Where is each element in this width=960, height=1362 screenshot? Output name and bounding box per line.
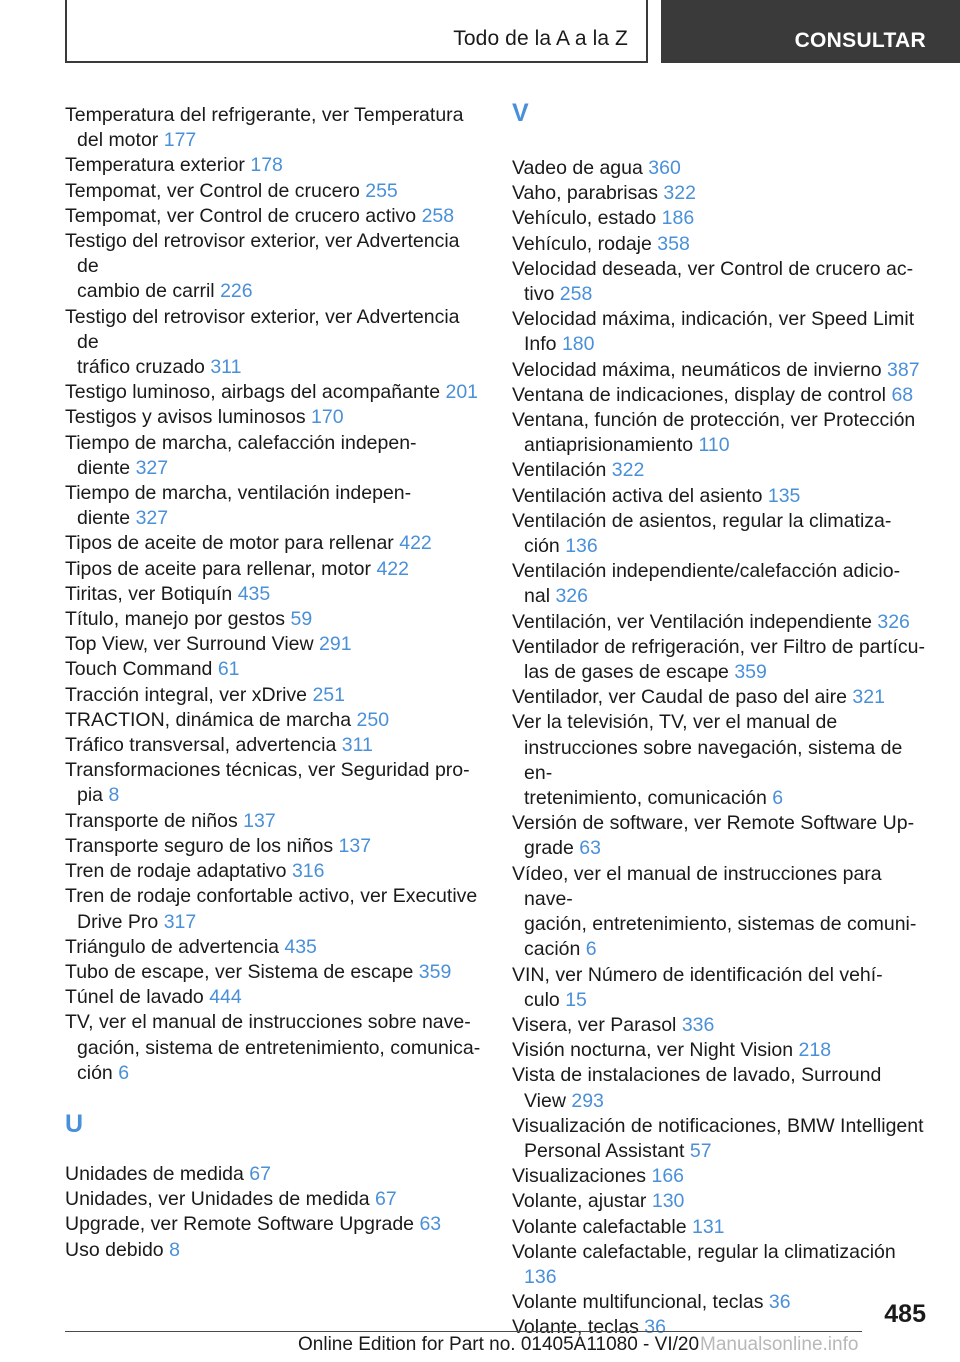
index-entry-text: Touch Command <box>65 658 213 681</box>
index-entry <box>65 884 485 934</box>
index-entry-text: Ventilador, ver Caudal de paso del aire <box>512 686 847 709</box>
index-page-link[interactable]: 63 <box>579 837 601 860</box>
index-page-link[interactable]: 291 <box>319 633 352 656</box>
index-entry <box>65 380 485 405</box>
index-entry-text: Vaho, parabrisas <box>512 182 658 205</box>
index-page-link[interactable]: 130 <box>651 1190 685 1213</box>
index-page-link[interactable]: 136 <box>524 1265 557 1288</box>
index-entry-text: Testigos y avisos luminosos <box>65 406 306 429</box>
index-entry <box>65 557 485 582</box>
index-entry <box>512 635 932 685</box>
index-entry-text: Temperatura del refrigerante, ver Temperatura del motor <box>65 104 464 152</box>
index-entry-text: Volante calefactable <box>512 1215 687 1238</box>
index-entry <box>512 257 932 307</box>
index-page-link[interactable]: 322 <box>611 459 645 482</box>
index-letter-u: U <box>65 1109 84 1138</box>
index-entry <box>65 229 485 305</box>
index-entry-text: Upgrade, ver Remote Software Upgrade <box>65 1213 415 1236</box>
index-page-link[interactable]: 131 <box>691 1215 725 1238</box>
index-entry-text: Testigo del retrovisor exterior, ver Advertencia de tráfico cruzado <box>65 305 460 379</box>
index-page-link[interactable]: 170 <box>311 406 344 429</box>
index-entry-text: Ventilador de refrigeración, ver Filtro de partícu- las de gases de escape <box>512 635 925 684</box>
index-page-link[interactable]: 255 <box>365 179 398 202</box>
index-group-u <box>65 1162 485 1263</box>
index-entry <box>65 481 485 531</box>
index-entry <box>65 305 485 381</box>
index-entry-text: Testigo del retrovisor exterior, ver Advertencia de cambio de carril <box>65 230 460 303</box>
index-entry-text: Transformaciones técnicas, ver Seguridad pro- pia <box>65 759 470 807</box>
index-page-link[interactable]: 336 <box>681 1013 715 1036</box>
index-page-link[interactable]: 327 <box>135 456 169 479</box>
index-page-link[interactable]: 311 <box>341 734 373 757</box>
index-page-link[interactable]: 61 <box>217 658 240 681</box>
index-column-left <box>65 103 485 1263</box>
index-page-link[interactable]: 218 <box>798 1039 832 1062</box>
index-page-link[interactable]: 251 <box>312 683 345 706</box>
header-section-box <box>65 0 648 63</box>
index-entry-text: Ventilación <box>512 459 607 482</box>
index-entry <box>65 405 485 430</box>
index-page-link[interactable]: 387 <box>887 358 920 381</box>
index-page-link[interactable]: 258 <box>559 283 593 306</box>
index-entry-text: Túnel de lavado <box>65 986 204 1009</box>
index-entry <box>65 204 485 229</box>
header-section-title: Todo de la A a la Z <box>453 27 628 50</box>
index-entry <box>512 610 932 635</box>
index-entry-text: Tiritas, ver Botiquín <box>65 582 233 605</box>
index-page-link[interactable]: 68 <box>891 383 914 406</box>
index-entry-text: Unidades de medida <box>65 1162 244 1185</box>
index-letter-v: V <box>512 99 529 127</box>
index-entry <box>512 509 932 559</box>
index-entry <box>65 582 485 607</box>
index-entry <box>512 710 932 811</box>
index-entry <box>512 1215 932 1240</box>
index-entry-text: Tren de rodaje confortable activo, ver Executive Drive Pro <box>65 885 478 933</box>
index-entry-text: Uso debido <box>65 1238 164 1261</box>
index-group-v <box>512 156 932 1341</box>
index-entry <box>512 408 932 458</box>
index-page-link[interactable]: 57 <box>689 1139 712 1162</box>
index-page-link[interactable]: 444 <box>209 986 242 1009</box>
index-entry <box>512 1114 932 1164</box>
index-entry-text: Tubo de escape, ver Sistema de escape <box>65 960 414 983</box>
index-page-link[interactable]: 250 <box>356 708 390 731</box>
index-entry-text: Velocidad deseada, ver Control de crucero ac- tivo <box>512 257 914 306</box>
index-entry-text: Volante calefactable, regular la climatización <box>512 1240 896 1263</box>
watermark: Manualsonline.info <box>700 1334 859 1355</box>
index-entry <box>512 181 932 206</box>
index-entry <box>512 685 932 710</box>
index-page-link[interactable]: 321 <box>852 686 885 709</box>
index-page-link[interactable]: 67 <box>375 1188 397 1211</box>
index-entry <box>65 179 485 204</box>
index-page-link[interactable]: 316 <box>291 860 325 883</box>
index-page-link[interactable]: 166 <box>651 1165 685 1188</box>
index-entry-text: Tipos de aceite de motor para rellenar <box>65 532 394 555</box>
index-entry <box>512 963 932 1013</box>
index-entry <box>512 1240 932 1290</box>
index-page-link[interactable]: 317 <box>163 910 197 933</box>
index-page-link[interactable]: 186 <box>661 207 695 230</box>
index-page-link[interactable]: 8 <box>108 784 120 807</box>
index-entry-text: Visualizaciones <box>512 1165 647 1188</box>
index-entry-text: Tiempo de marcha, ventilación indepen- diente <box>65 482 412 530</box>
index-entry <box>512 484 932 509</box>
index-page-link[interactable]: 435 <box>284 935 317 958</box>
index-entry-text: Temperatura exterior <box>65 154 245 177</box>
index-entry <box>512 1290 932 1315</box>
index-entry-text: Visión nocturna, ver Night Vision <box>512 1039 794 1062</box>
index-entry <box>65 1162 485 1187</box>
index-entry-text: Versión de software, ver Remote Software Up- grade <box>512 812 915 860</box>
index-entry-text: Top View, ver Surround View <box>65 633 314 656</box>
index-entry <box>65 1212 485 1237</box>
index-page-link[interactable]: 67 <box>249 1162 271 1185</box>
index-entry <box>512 1038 932 1063</box>
index-page-link[interactable]: 135 <box>767 484 801 507</box>
index-entry <box>65 153 485 178</box>
index-entry <box>65 809 485 834</box>
index-entry-text: Tipos de aceite para rellenar, motor <box>65 557 372 580</box>
index-page-link[interactable]: 258 <box>421 204 455 227</box>
index-page-link[interactable]: 36 <box>768 1291 791 1314</box>
index-entry <box>65 960 485 985</box>
index-entry-text: Tempomat, ver Control de crucero activo <box>65 204 417 227</box>
index-entry <box>65 1238 485 1263</box>
index-page-link[interactable]: 6 <box>772 787 784 810</box>
index-entry-text: Ver la televisión, TV, ver el manual de instrucciones sobre navegación, sistema de en- tretenimiento, comunicación <box>512 711 903 810</box>
index-entry <box>512 1189 932 1214</box>
index-entry-text: Transporte de niños <box>65 809 238 832</box>
index-page-link[interactable]: 359 <box>418 960 452 983</box>
footer-divider <box>65 1331 862 1332</box>
index-entry <box>65 758 485 808</box>
index-entry-text: Velocidad máxima, indicación, ver Speed Limit Info <box>512 308 915 356</box>
page-number: 485 <box>884 1300 926 1328</box>
index-page-link[interactable]: 137 <box>338 834 372 857</box>
index-page-link[interactable]: 360 <box>648 157 681 179</box>
index-entry-text: Tráfico transversal, advertencia <box>65 734 337 757</box>
index-page-link[interactable]: 359 <box>734 661 767 684</box>
index-entry <box>65 657 485 682</box>
index-entry-text: TRACTION, dinámica de marcha <box>65 708 352 731</box>
index-entry <box>65 431 485 481</box>
index-page-link[interactable]: 59 <box>290 608 313 631</box>
index-entry-text: Ventilación activa del asiento <box>512 484 763 507</box>
index-page-link[interactable]: 177 <box>163 129 197 152</box>
index-page-link[interactable]: 8 <box>169 1238 180 1261</box>
index-page-link[interactable]: 15 <box>565 988 587 1011</box>
index-entry-text: Tracción integral, ver xDrive <box>65 683 308 706</box>
index-page-link[interactable]: 422 <box>399 532 432 555</box>
index-page-link[interactable]: 326 <box>555 585 588 608</box>
index-entry <box>65 1010 485 1086</box>
index-page-link[interactable]: 435 <box>237 582 271 605</box>
index-entry-text: Ventilación, ver Ventilación independiente <box>512 610 872 633</box>
index-page-link[interactable]: 293 <box>571 1089 604 1112</box>
index-group-t <box>65 103 485 1086</box>
index-page-link[interactable]: 311 <box>210 356 242 379</box>
index-page-link[interactable]: 322 <box>663 182 696 205</box>
index-page-link[interactable]: 180 <box>561 333 595 356</box>
index-entry <box>65 632 485 657</box>
index-entry-text: Volante, ajustar <box>512 1190 647 1213</box>
index-entry <box>65 531 485 556</box>
index-entry <box>65 985 485 1010</box>
index-entry-text: VIN, ver Número de identificación del vehí- culo <box>512 963 883 1011</box>
index-entry <box>65 607 485 632</box>
index-entry-text: Transporte seguro de los niños <box>65 834 334 857</box>
index-page-link[interactable]: 137 <box>243 809 276 832</box>
index-entry-text: Volante multifuncional, teclas <box>512 1291 764 1314</box>
index-column-right <box>512 100 932 1341</box>
index-entry-text: Ventana de indicaciones, display de control <box>512 383 887 406</box>
index-entry <box>512 307 932 357</box>
index-page-link[interactable]: 63 <box>419 1213 442 1236</box>
index-page-link[interactable]: 326 <box>877 610 910 633</box>
index-entry <box>512 1013 932 1038</box>
index-page-link[interactable]: 6 <box>585 938 597 961</box>
index-entry <box>512 206 932 231</box>
index-entry <box>65 859 485 884</box>
index-entry-text: Título, manejo por gestos <box>65 608 286 631</box>
index-entry-text: Visera, ver Parasol <box>512 1013 677 1036</box>
index-entry <box>512 232 932 257</box>
index-page-link[interactable]: 136 <box>565 535 598 558</box>
index-entry-text: Vadeo de agua <box>512 157 643 179</box>
index-page-link[interactable]: 36 <box>644 1316 666 1339</box>
index-entry-text: TV, ver el manual de instrucciones sobre nave- gación, sistema de entretenimiento, comunica- ción <box>65 1011 481 1084</box>
index-entry-text: Velocidad máxima, neumáticos de invierno <box>512 358 882 381</box>
index-entry <box>512 862 932 963</box>
index-page-link[interactable]: 327 <box>135 507 169 530</box>
index-entry <box>65 103 485 153</box>
index-page-link[interactable]: 226 <box>220 280 253 303</box>
index-page-link[interactable]: 6 <box>118 1061 130 1084</box>
index-entry <box>512 1164 932 1189</box>
index-entry-text: Ventilación de asientos, regular la climatiza- ción <box>512 509 892 558</box>
index-entry-text: Ventana, función de protección, ver Protección antiaprisionamiento <box>512 409 916 457</box>
footer-edition: Online Edition for Part no. 01405A11080 - VI/20 <box>298 1334 700 1355</box>
index-entry-text: Ventilación independiente/calefacción adicio- nal <box>512 560 901 608</box>
index-entry-text: Vehículo, rodaje <box>512 232 652 255</box>
index-entry <box>512 156 932 181</box>
index-entry-text: Tiempo de marcha, calefacción indepen- diente <box>65 431 417 479</box>
index-entry <box>65 1187 485 1212</box>
index-entry <box>512 1063 932 1113</box>
index-entry-text: Vídeo, ver el manual de instrucciones para nave- gación, entretenimiento, sistemas de comuni- cación <box>512 862 917 961</box>
header-tab-consultar[interactable] <box>661 0 960 63</box>
index-page-link[interactable]: 358 <box>657 232 690 255</box>
index-entry-text: Unidades, ver Unidades de medida <box>65 1188 370 1211</box>
index-entry-text: Triángulo de advertencia <box>65 935 279 958</box>
index-entry-text: Tempomat, ver Control de crucero <box>65 179 360 202</box>
index-entry-text: Tren de rodaje adaptativo <box>65 860 287 883</box>
index-entry <box>512 559 932 609</box>
header-tab-label: CONSULTAR <box>794 29 926 52</box>
index-entry-text: Testigo luminoso, airbags del acompañante <box>65 381 441 404</box>
index-entry <box>65 935 485 960</box>
index-entry-text: Vista de instalaciones de lavado, Surround View <box>512 1064 882 1112</box>
index-entry <box>512 458 932 483</box>
index-entry-text: Visualización de notificaciones, BMW Intelligent Personal Assistant <box>512 1114 924 1162</box>
index-page-link[interactable]: 178 <box>250 154 283 177</box>
index-entry <box>512 811 932 861</box>
index-entry <box>65 708 485 733</box>
index-page-link[interactable]: 422 <box>376 557 409 580</box>
index-entry <box>512 358 932 383</box>
index-entry <box>512 383 932 408</box>
index-page-link[interactable]: 201 <box>445 381 479 404</box>
index-entry-text: Volante, teclas <box>512 1316 639 1339</box>
index-page-link[interactable]: 110 <box>698 434 730 457</box>
index-entry-text: Vehículo, estado <box>512 207 657 230</box>
index-entry <box>65 834 485 859</box>
index-entry <box>65 683 485 708</box>
index-entry <box>65 733 485 758</box>
